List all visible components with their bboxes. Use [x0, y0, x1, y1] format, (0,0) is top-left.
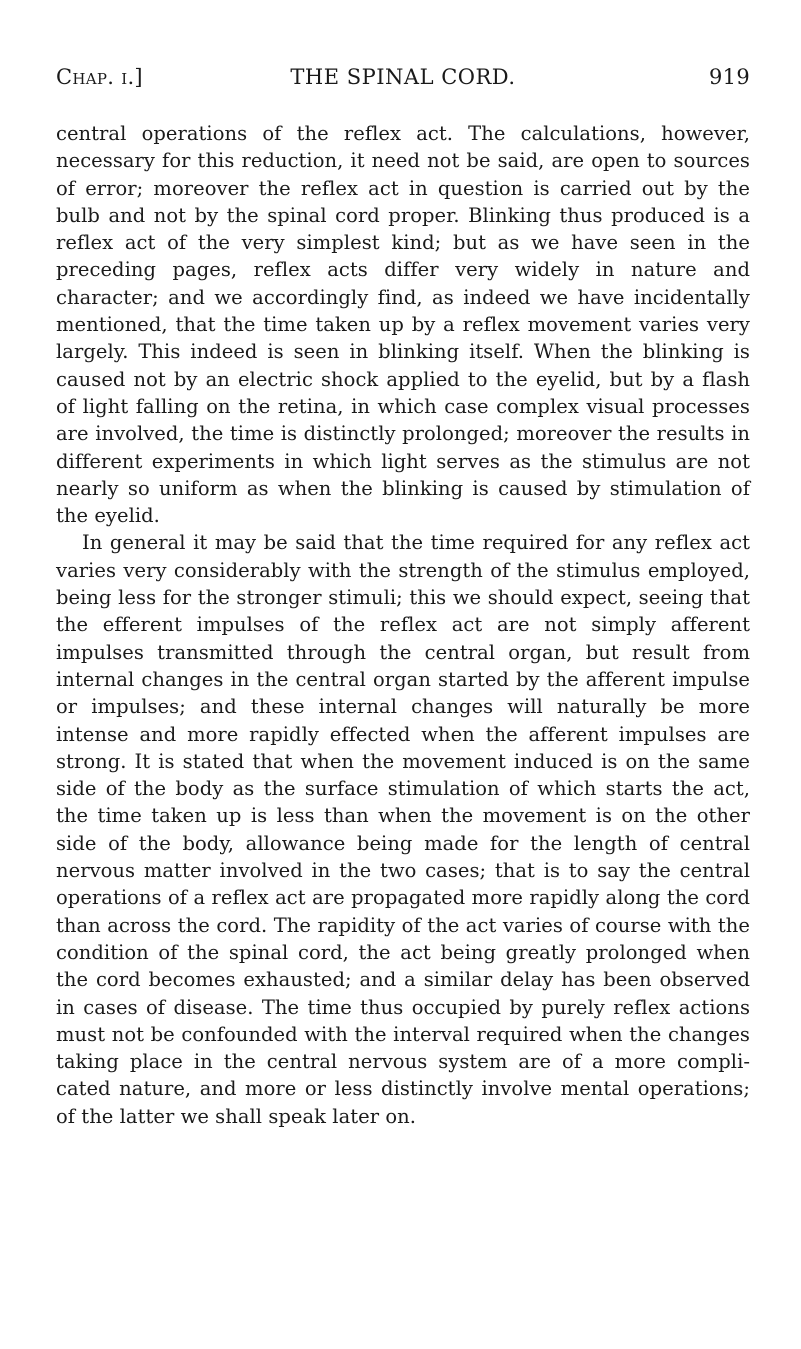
body-text — [56, 120, 750, 1130]
paragraph: In general it may be said that the time required for any reflex act varies very considerably with the strength of the stimulus employed, being less for the stronger stimuli; this we should expect, seeing that the efferent impulses of the reflex act are not simply afferent impulses transmitted through the central organ, but result from internal changes in the central organ started by the afferent impulse or impulses; and these internal changes will naturally be more intense and more rapidly effected when the afferent impulses are strong. It is stated that when the movement induced is on the same side of the body as the surface stimulation of which starts the act, the time taken up is less than when the movement is on the other side of the body, allowance being made for the length of central nervous matter involved in the two cases; that is to say the central operations of a reflex act are propagated more rapidly along the cord than across the cord. The rapidity of the act varies of course with the condition of the spinal cord, the act being greatly prolonged when the cord becomes exhausted; and a similar delay has been observed in cases of disease. The time thus occupied by purely reflex actions must not be confounded with the interval required when the changes taking place in the central nervous system are of a more compli-cated nature, and more or less distinctly involve mental operations; of the latter we shall speak later on. — [56, 531, 750, 1128]
chapter-label: Chap. i.] — [56, 65, 143, 89]
running-title: THE SPINAL CORD. — [290, 65, 516, 89]
paragraph-continued: central operations of the reflex act. The calculations, however, necessary for this reduction, it need not be said, are open to sources of error; moreover the reflex act in question is carried out by the bulb and not by the spinal cord proper. Blinking thus produced is a reflex act of the very simplest kind; but as we have seen in the preceding pages, reflex acts differ very widely in nature and character; and we accordingly find, as indeed we have incidentally mentioned, that the time taken up by a reflex movement varies very largely. This indeed is seen in blinking itself. When the blinking is caused not by an electric shock applied to the eyelid, but by a flash of light falling on the retina, in which case complex visual processes are involved, the time is distinctly prolonged; moreover the results in different experiments in which light serves as the stimulus are not nearly so uniform as when the blinking is caused by stimulation of the eyelid. — [56, 122, 750, 528]
book-page — [56, 62, 750, 1130]
page-number: 919 — [709, 65, 750, 89]
running-head — [56, 62, 750, 92]
